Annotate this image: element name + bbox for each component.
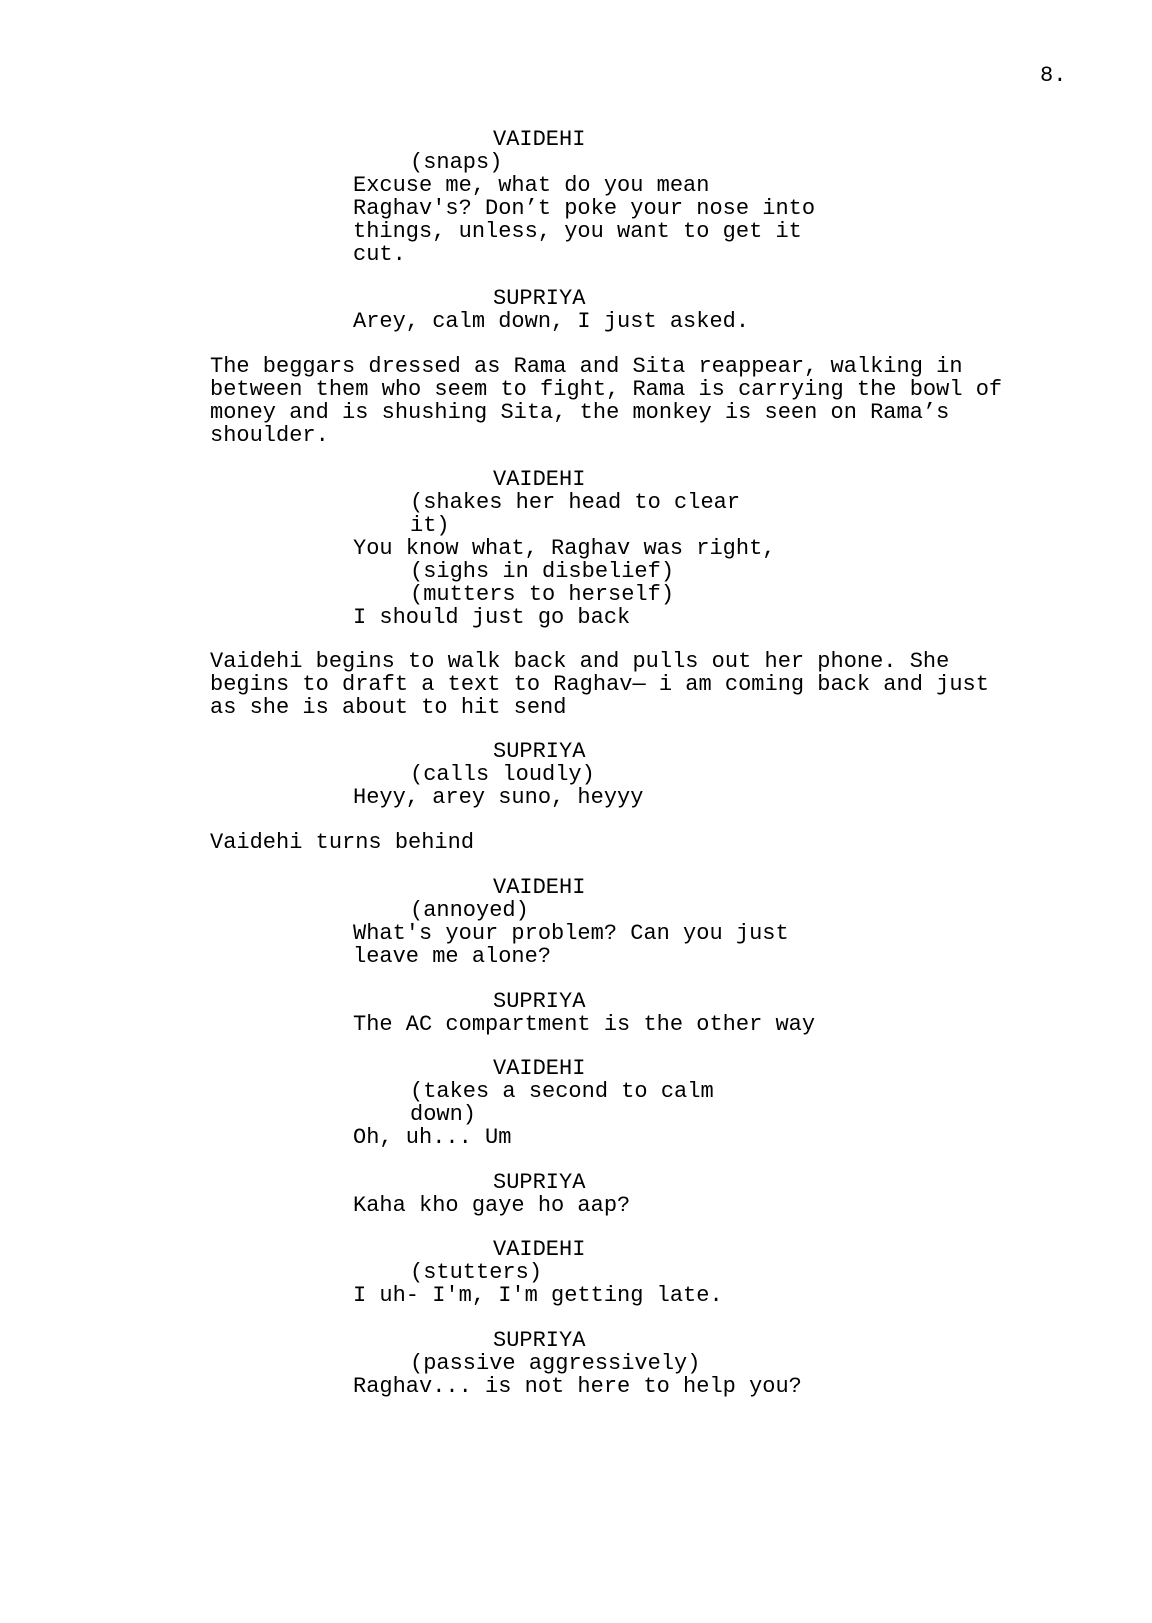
dialogue-line: Oh, uh... Um <box>353 1125 512 1150</box>
action-line: between them who seem to fight, Rama is carrying the bowl of <box>210 377 1003 402</box>
character-name: VAIDEHI <box>493 875 586 900</box>
action-line: The beggars dressed as Rama and Sita reappear, walking in <box>210 354 963 379</box>
character-name: VAIDEHI <box>493 127 586 152</box>
parenthetical: (passive aggressively) <box>410 1351 701 1376</box>
parenthetical: (stutters) <box>410 1260 543 1285</box>
action-line: as she is about to hit send <box>210 695 567 720</box>
parenthetical: (sighs in disbelief) <box>410 559 675 584</box>
dialogue-line: The AC compartment is the other way <box>353 1012 816 1037</box>
parenthetical: (annoyed) <box>410 898 529 923</box>
dialogue-line: things, unless, you want to get it <box>353 219 802 244</box>
character-name: SUPRIYA <box>493 1328 586 1353</box>
parenthetical: (snaps) <box>410 150 503 175</box>
dialogue-line: I should just go back <box>353 605 631 630</box>
dialogue-line: Kaha kho gaye ho aap? <box>353 1193 631 1218</box>
action-line: money and is shushing Sita, the monkey is seen on Rama’s <box>210 400 950 425</box>
parenthetical: it) <box>410 513 450 538</box>
parenthetical: down) <box>410 1102 477 1127</box>
action-line: shoulder. <box>210 423 329 448</box>
dialogue-line: Raghav... is not here to help you? <box>353 1374 802 1399</box>
character-name: VAIDEHI <box>493 1237 586 1262</box>
dialogue-line: Excuse me, what do you mean <box>353 173 710 198</box>
character-name: SUPRIYA <box>493 1170 586 1195</box>
parenthetical: (calls loudly) <box>410 762 595 787</box>
parenthetical: (takes a second to calm <box>410 1079 714 1104</box>
character-name: VAIDEHI <box>493 1056 586 1081</box>
dialogue-line: leave me alone? <box>353 944 552 969</box>
action-line: Vaidehi turns behind <box>210 830 475 855</box>
dialogue-line: Raghav's? Don’t poke your nose into <box>353 196 816 221</box>
parenthetical: (mutters to herself) <box>410 582 675 607</box>
dialogue-line: What's your problem? Can you just <box>353 921 789 946</box>
dialogue-line: You know what, Raghav was right, <box>353 536 776 561</box>
character-name: SUPRIYA <box>493 989 586 1014</box>
parenthetical: (shakes her head to clear <box>410 490 741 515</box>
action-line: Vaidehi begins to walk back and pulls out her phone. She <box>210 649 950 674</box>
dialogue-line: I uh- I'm, I'm getting late. <box>353 1283 723 1308</box>
character-name: SUPRIYA <box>493 286 586 311</box>
dialogue-line: Arey, calm down, I just asked. <box>353 309 750 334</box>
action-line: begins to draft a text to Raghav— i am coming back and just <box>210 672 989 697</box>
dialogue-line: Heyy, arey suno, heyyy <box>353 785 644 810</box>
page-number: 8. <box>1040 63 1067 88</box>
character-name: VAIDEHI <box>493 467 586 492</box>
dialogue-line: cut. <box>353 242 406 267</box>
character-name: SUPRIYA <box>493 739 586 764</box>
